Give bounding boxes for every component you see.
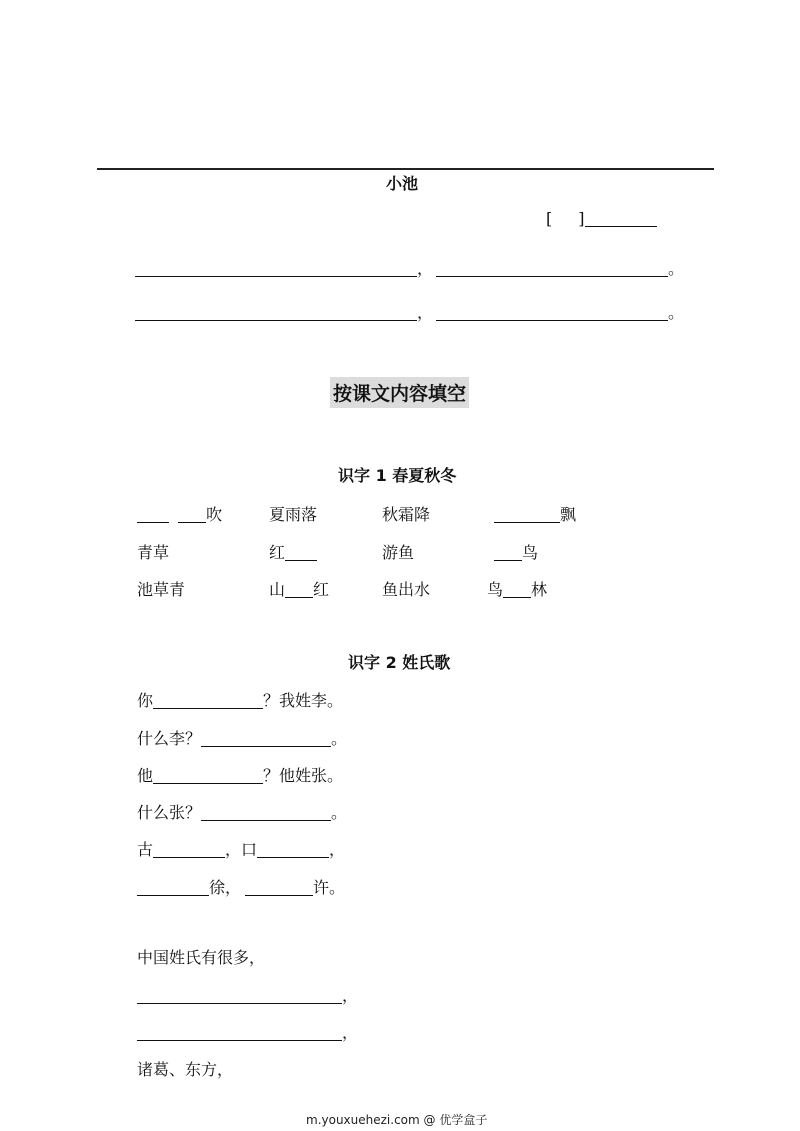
word: 山 (269, 580, 286, 599)
section1-title: 识字 1 春夏秋冬 (338, 466, 457, 485)
blank[interactable] (257, 841, 329, 858)
s2-line6 (137, 875, 345, 898)
text: 什么张？ (137, 803, 202, 822)
text: 古 (137, 840, 154, 859)
s2-line4 (137, 800, 347, 823)
bracket-close: ] (578, 209, 585, 228)
text: 徐， (209, 878, 242, 897)
s2-line3 (137, 763, 343, 786)
blank[interactable] (201, 804, 331, 821)
blank[interactable] (285, 581, 313, 598)
blank[interactable] (503, 581, 531, 598)
poem-line-1 (135, 256, 684, 279)
word: 红 (269, 543, 286, 562)
poem-line-2-blank-b[interactable] (436, 304, 668, 321)
s1-row1-item1 (137, 502, 222, 525)
blank[interactable] (245, 879, 313, 896)
s1-row2-item2 (269, 540, 317, 563)
s1-row3-item2 (269, 577, 329, 600)
s2-line9 (137, 1020, 358, 1043)
poem-period: 。 (668, 259, 685, 278)
text: 你 (137, 691, 154, 710)
s1-row2-item3: 游鱼 (382, 543, 415, 562)
poem-period: 。 (668, 303, 685, 322)
section2-title: 识字 2 姓氏歌 (348, 653, 451, 672)
blank[interactable] (153, 692, 263, 709)
s2-line7: 中国姓氏有很多， (137, 948, 266, 967)
section-heading: 按课文内容填空 (330, 377, 469, 408)
text: ， (342, 1023, 359, 1042)
text: ？他姓张。 (263, 766, 344, 785)
blank[interactable] (285, 544, 317, 561)
s1-row1-item3: 秋霜降 (382, 505, 431, 524)
s2-line5 (137, 837, 345, 860)
word: 林 (531, 580, 548, 599)
s1-row1-item4 (494, 502, 576, 525)
author-bracket-field[interactable] (546, 209, 657, 228)
blank[interactable] (201, 730, 331, 747)
poem-title: 小池 (386, 174, 419, 193)
blank[interactable] (137, 506, 169, 523)
blank[interactable] (494, 544, 522, 561)
poem-comma: ， (417, 259, 434, 278)
poem-line-1-blank-a[interactable] (135, 260, 417, 277)
text: 。 (331, 803, 348, 822)
blank[interactable] (137, 879, 209, 896)
s1-row3-item1: 池草青 (137, 580, 186, 599)
word: 红 (313, 580, 330, 599)
blank[interactable] (494, 506, 560, 523)
s1-row1-item2: 夏雨落 (269, 505, 318, 524)
blank[interactable] (153, 767, 263, 784)
s1-row3-item3: 鱼出水 (382, 580, 431, 599)
s1-row3-item4 (487, 577, 547, 600)
s2-line8 (137, 983, 358, 1006)
header-rule (97, 168, 714, 170)
text: 什么李？ (137, 729, 202, 748)
author-blank[interactable] (585, 210, 657, 227)
text: 。 (331, 729, 348, 748)
blank[interactable] (137, 1024, 342, 1041)
word: 飘 (560, 505, 577, 524)
text: 他 (137, 766, 154, 785)
blank[interactable] (153, 841, 225, 858)
poem-line-2 (135, 300, 684, 323)
text: 许。 (313, 878, 346, 897)
poem-line-1-blank-b[interactable] (436, 260, 668, 277)
word: 吹 (206, 505, 223, 524)
s1-row2-item1: 青草 (137, 543, 170, 562)
s2-line1 (137, 688, 343, 711)
word: 鸟 (522, 543, 539, 562)
poem-comma: ， (417, 303, 434, 322)
word: 鸟 (487, 580, 504, 599)
s2-line2 (137, 726, 347, 749)
text: ？我姓李。 (263, 691, 344, 710)
blank[interactable] (178, 506, 206, 523)
s1-row2-item4 (494, 540, 538, 563)
footer-watermark: m.youxuehezi.com @ 优学盒子 (306, 1113, 488, 1127)
bracket-open: [ (546, 209, 553, 228)
poem-line-2-blank-a[interactable] (135, 304, 417, 321)
blank[interactable] (137, 987, 342, 1004)
text: ， (342, 986, 359, 1005)
text: ， (329, 840, 346, 859)
s2-line10: 诸葛、东方， (137, 1060, 234, 1079)
text: ，口 (225, 840, 258, 859)
